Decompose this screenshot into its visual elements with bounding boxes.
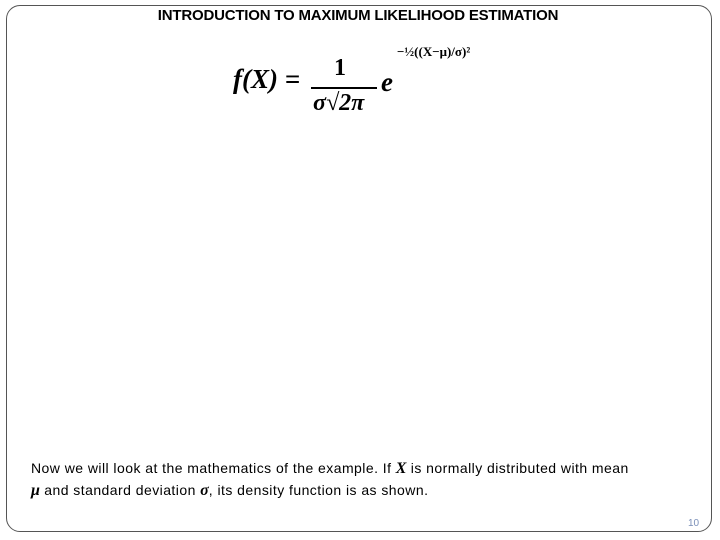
formula-numerator: 1 <box>334 55 346 81</box>
body-text-part-3: and standard deviation <box>39 481 201 498</box>
mu-symbol: μ <box>31 481 40 499</box>
formula-exponent: −½((X−μ)/σ)² <box>397 44 471 59</box>
page-number: 10 <box>688 518 700 529</box>
body-text-part-4: , its density function is as shown. <box>208 481 429 498</box>
fraction-line <box>311 87 377 89</box>
slide-title: INTRODUCTION TO MAXIMUM LIKELIHOOD ESTIMATION <box>157 7 559 24</box>
formula-lhs: f(X) = <box>233 64 301 94</box>
formula-base: e <box>381 67 393 97</box>
sigma-symbol: σ <box>200 481 209 499</box>
formula-denominator: σ√2π <box>313 90 365 116</box>
slide-body-text <box>31 458 696 501</box>
variable-x: X <box>395 460 407 477</box>
normal-density-formula <box>225 42 485 122</box>
body-text-part-2: is normally distributed with mean <box>406 460 629 476</box>
body-text-part-1: Now we will look at the mathematics of the example. If <box>31 460 396 476</box>
